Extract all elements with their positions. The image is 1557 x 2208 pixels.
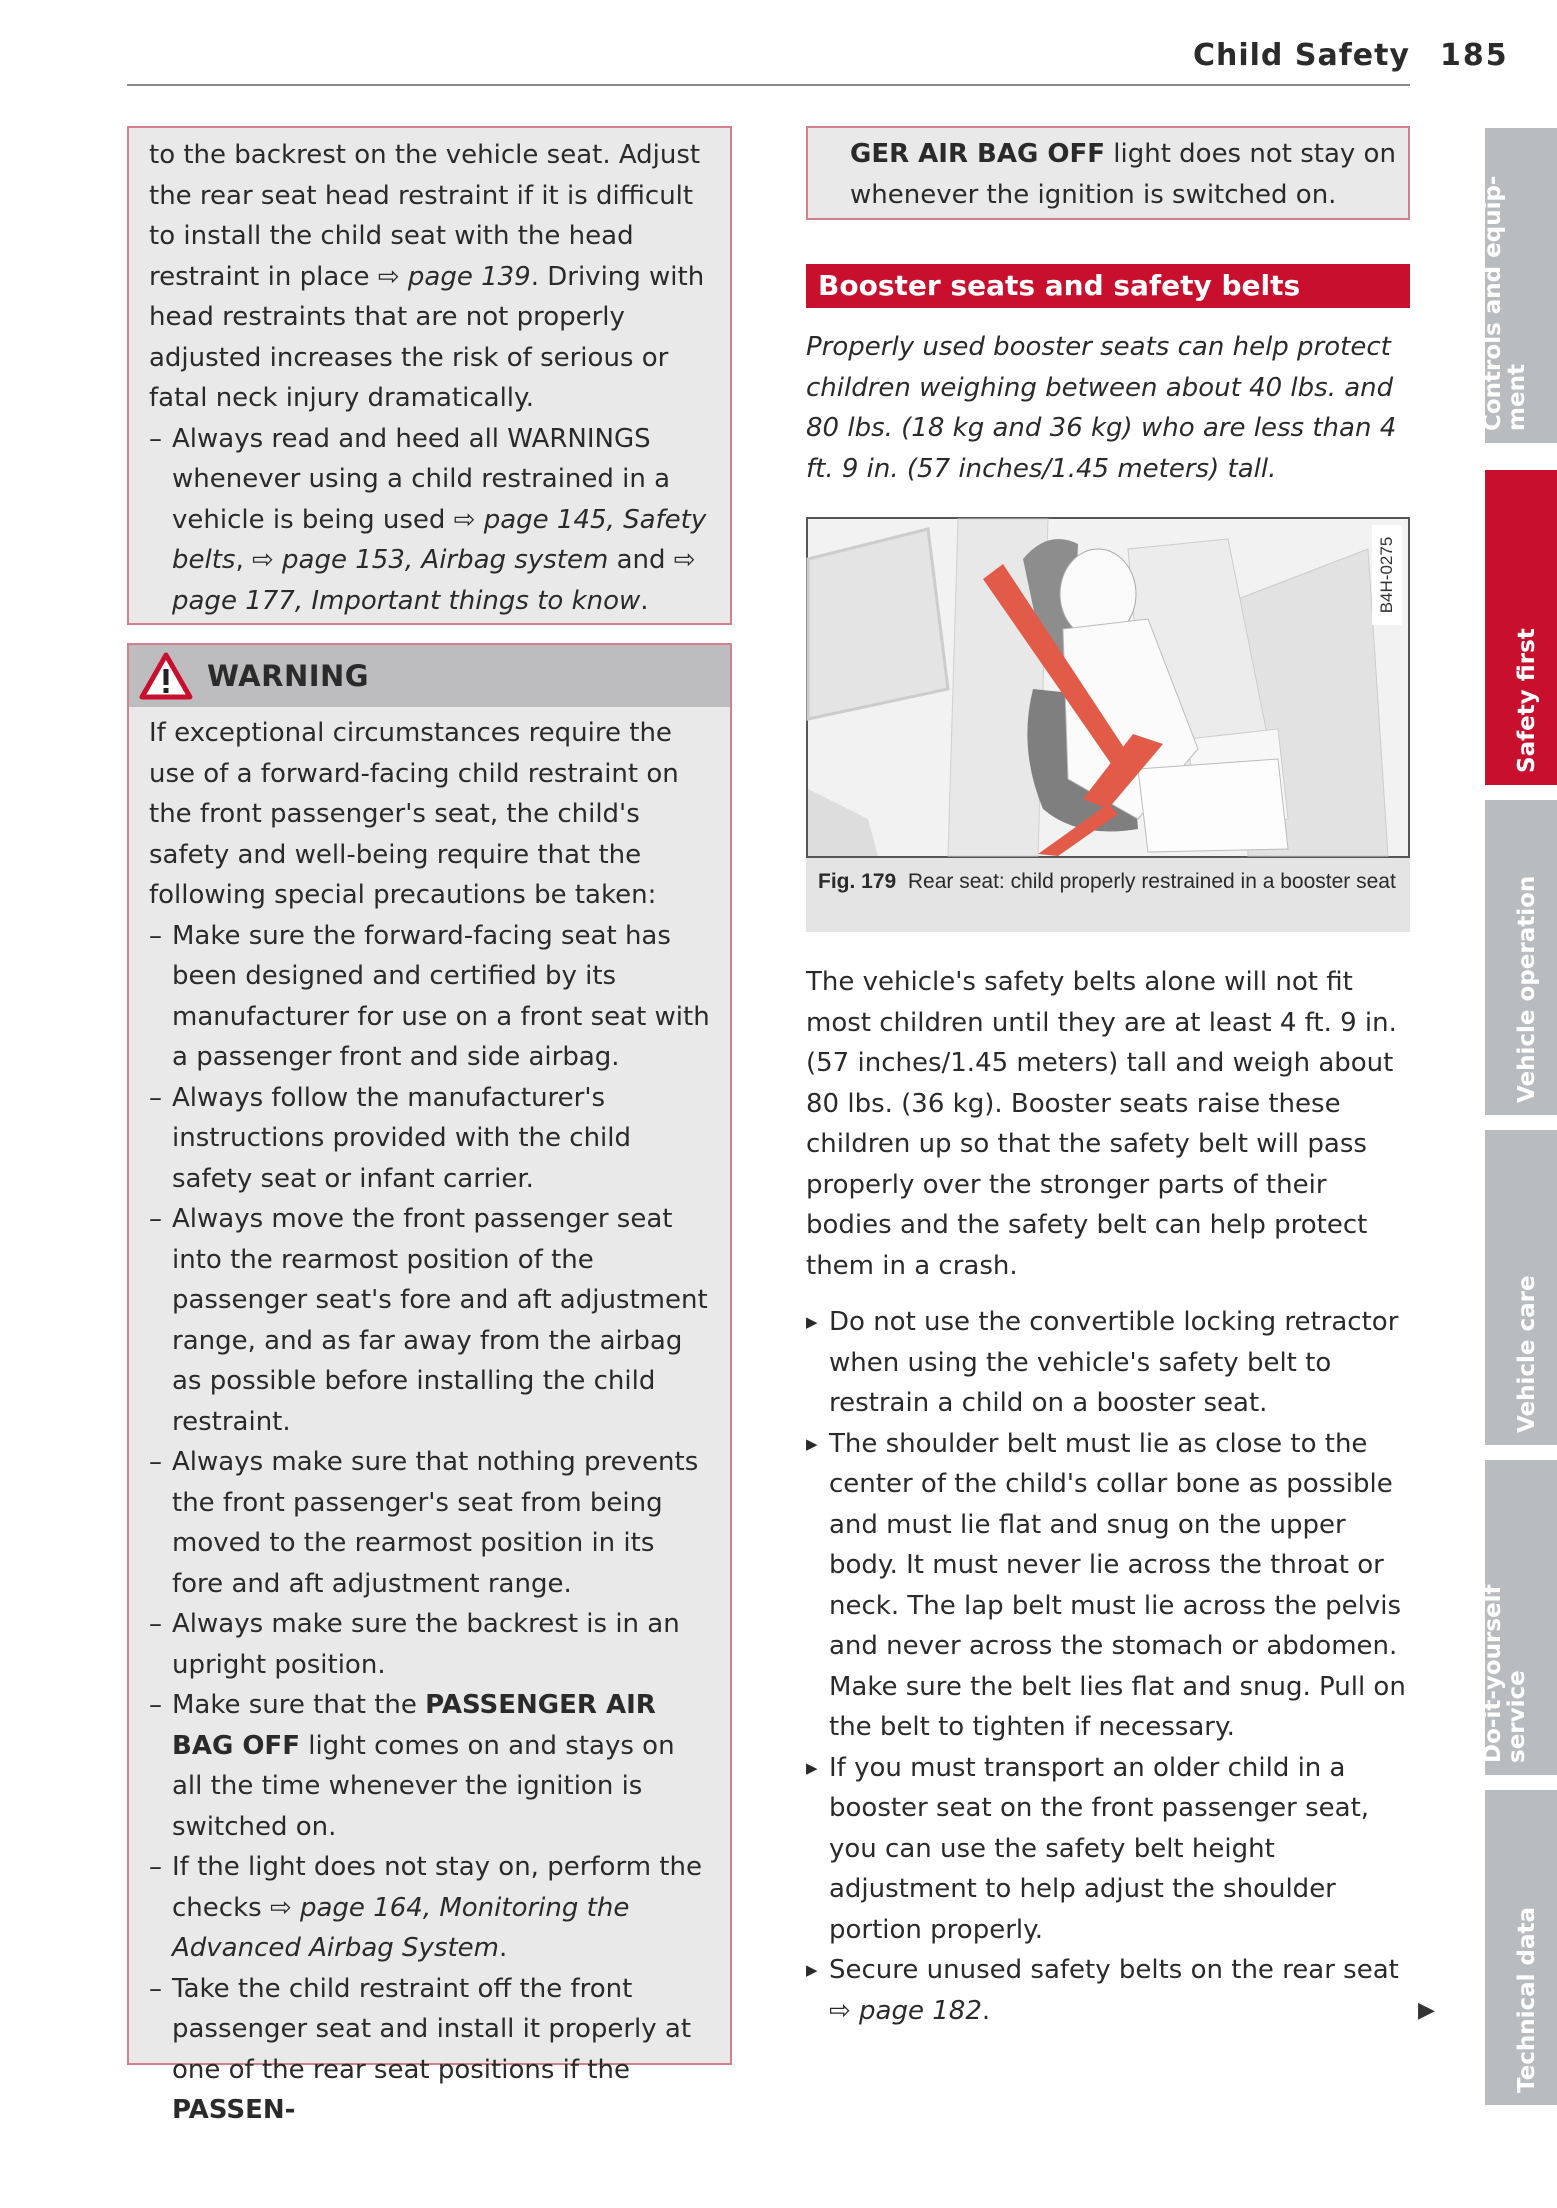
paragraph xyxy=(149,135,710,419)
text-segment: The vehicle's safety belts alone will not fit most children until they are at least 4 ft. 9 in. (57 inches/1.45 meters) tall and weigh about 80 lbs. (36 kg). Booster seats raise these children up so that the safety belt will pass properly over the stronger parts of their bodies and the safety belt can help protect them in a crash. xyxy=(806,967,1397,1281)
bullet-item xyxy=(806,1748,1410,1951)
bullet-item xyxy=(806,1950,1410,2031)
warning-box xyxy=(127,643,732,2125)
side-tab-label: Technical data xyxy=(1514,1906,1540,2093)
paragraph xyxy=(806,962,1410,1286)
figure-caption-text: Rear seat: child properly restrained in a booster seat xyxy=(907,870,1396,893)
paragraph xyxy=(850,134,1408,215)
bullet-item xyxy=(806,1424,1410,1748)
text-segment: PASSEN- xyxy=(172,2095,296,2125)
text-segment: Take the child restraint off the front passenger seat and install it properly at one of the rear seat positions if the xyxy=(172,1973,692,2085)
text-segment: PASSENGER AIR BAG OFF xyxy=(172,1690,656,1761)
text-segment: If exceptional circumstances require the use of a forward-facing child restraint on the front passenger's seat, the child's safety and well-being require that the following special precautions be taken: xyxy=(149,718,679,910)
page-reference-link[interactable]: ⇨ page 139 xyxy=(377,261,531,292)
side-tab-controls-and-equip[interactable] xyxy=(1480,128,1557,443)
side-tab-label: Controls and equip- ment xyxy=(1480,175,1530,431)
continued-warning-box xyxy=(127,126,732,625)
figure-code: B4H-0275 xyxy=(1377,536,1396,614)
warning-title: WARNING xyxy=(207,658,370,693)
side-tab-label: Vehicle care xyxy=(1514,1275,1540,1433)
list-item xyxy=(149,1442,710,1604)
side-tab-vehicle-operation[interactable] xyxy=(1485,800,1557,1115)
text-segment: . xyxy=(640,585,649,616)
chapter-title: Child Safety xyxy=(1192,38,1410,73)
text-segment: Secure unused safety belts on the rear seat xyxy=(829,1955,1399,1985)
text-segment: . xyxy=(981,1995,991,2026)
warning-body xyxy=(129,707,730,2131)
figure-booster-seat-illustration xyxy=(806,517,1410,858)
bullet-item xyxy=(806,1302,1410,1424)
side-tab-do-it-yourself[interactable] xyxy=(1480,1460,1557,1775)
text-segment: light comes on and stays on all the time whenever the ignition is switched on. xyxy=(172,1730,675,1842)
side-tab-safety-first[interactable] xyxy=(1485,470,1557,785)
list-item xyxy=(149,1847,710,1969)
side-tab-label: Do-it-yourself service xyxy=(1480,1584,1530,1763)
side-tab-vehicle-care[interactable] xyxy=(1485,1130,1557,1445)
page-number: 185 xyxy=(1440,38,1509,73)
text-segment: Make sure the forward-facing seat has been designed and certified by its manufacturer for use on a front seat with a passenger front and side airbag. xyxy=(172,920,710,1072)
text-segment: Always read and heed all WARNINGS whenever using a child restrained in a vehicle is being used xyxy=(172,423,671,535)
figure-label: Fig. 179 xyxy=(818,870,897,893)
text-segment: . xyxy=(499,1933,508,1963)
list-item xyxy=(149,916,710,1078)
section-body xyxy=(806,962,1410,2031)
page-reference-link[interactable]: ⇨ page 153, Airbag system xyxy=(252,545,609,575)
text-segment: Make sure that the xyxy=(172,1690,426,1720)
text-segment: light does not stay on whenever the ignition is switched on. xyxy=(850,139,1396,210)
paragraph xyxy=(149,713,710,916)
list-item xyxy=(149,1604,710,1685)
text-segment: If you must transport an older child in a booster seat on the front passenger seat, you can use the safety belt height adjustment to help adjust the shoulder portion properly. xyxy=(829,1752,1370,1945)
list-item xyxy=(149,1685,710,1847)
side-tab-label: Vehicle operation xyxy=(1514,875,1540,1103)
text-segment: , xyxy=(235,545,252,575)
page-reference-link[interactable]: ⇨ page 145, Safety belts xyxy=(172,504,707,575)
warning-triangle-icon xyxy=(139,652,193,700)
page-reference-link[interactable]: ⇨ page 164, Monitoring the Advanced Airbag System xyxy=(172,1892,630,1963)
text-segment: and xyxy=(608,545,674,575)
figure-caption xyxy=(806,858,1410,932)
page-reference-link[interactable]: ⇨ page 182 xyxy=(829,1995,982,2026)
list-item xyxy=(149,419,710,622)
text-segment: to the backrest on the vehicle seat. Adjust the rear seat head restraint if it is difficult to install the child seat with the head restraint in place xyxy=(149,140,701,292)
text-segment: Always make sure that nothing prevents the front passenger's seat from being moved to the rearmost position in its fore and aft adjustment range. xyxy=(172,1447,699,1599)
text-segment: Always make sure the backrest is in an upright position. xyxy=(172,1609,680,1680)
text-segment: GER AIR BAG OFF xyxy=(850,139,1105,169)
side-tab-technical-data[interactable] xyxy=(1485,1790,1557,2105)
list-item xyxy=(149,1969,710,2131)
list-item xyxy=(149,1078,710,1200)
section-heading: Booster seats and safety belts xyxy=(806,264,1410,308)
continue-arrow-icon: ▶ xyxy=(1418,1998,1435,2023)
continued-warning-box-right xyxy=(806,126,1410,220)
figure-code-label xyxy=(1372,525,1402,625)
side-tab-label: Safety first xyxy=(1514,628,1540,773)
header-rule xyxy=(127,84,1410,86)
text-segment: Always move the front passenger seat into the rearmost position of the passenger seat's fore and aft adjustment range, and as far away from the airbag as possible before installing the child restraint. xyxy=(172,1204,708,1437)
text-segment: If the light does not stay on, perform the checks xyxy=(172,1852,702,1923)
text-segment: Do not use the convertible locking retractor when using the vehicle's safety belt to restrain a child on a booster seat. xyxy=(829,1307,1399,1418)
section-intro: Properly used booster seats can help protect children weighing between about 40 lbs. and 80 lbs. (18 kg and 36 kg) who are less than 4 ft. 9 in. (57 inches/1.45 meters) tall. xyxy=(806,332,1397,484)
text-segment: The shoulder belt must lie as close to the center of the child's collar bone as possible and must lie flat and snug on the upper body. It must never lie across the throat or neck. The lap belt must lie across the pelvis and never across the stomach or abdomen. Make sure the belt lies flat and snug. Pull on the belt to tighten if necessary. xyxy=(829,1428,1406,1742)
booster-seat-drawing xyxy=(808,519,1408,856)
list-item xyxy=(149,1199,710,1442)
text-segment: Always follow the manufacturer's instructions provided with the child safety seat or infant carrier. xyxy=(172,1082,632,1194)
page-reference-link[interactable]: ⇨ page 177, Important things to know xyxy=(172,545,696,616)
warning-header xyxy=(129,645,730,707)
text-segment: . Driving with head restraints that are not properly adjusted increases the risk of serious or fatal neck injury dramatically. xyxy=(149,261,705,413)
